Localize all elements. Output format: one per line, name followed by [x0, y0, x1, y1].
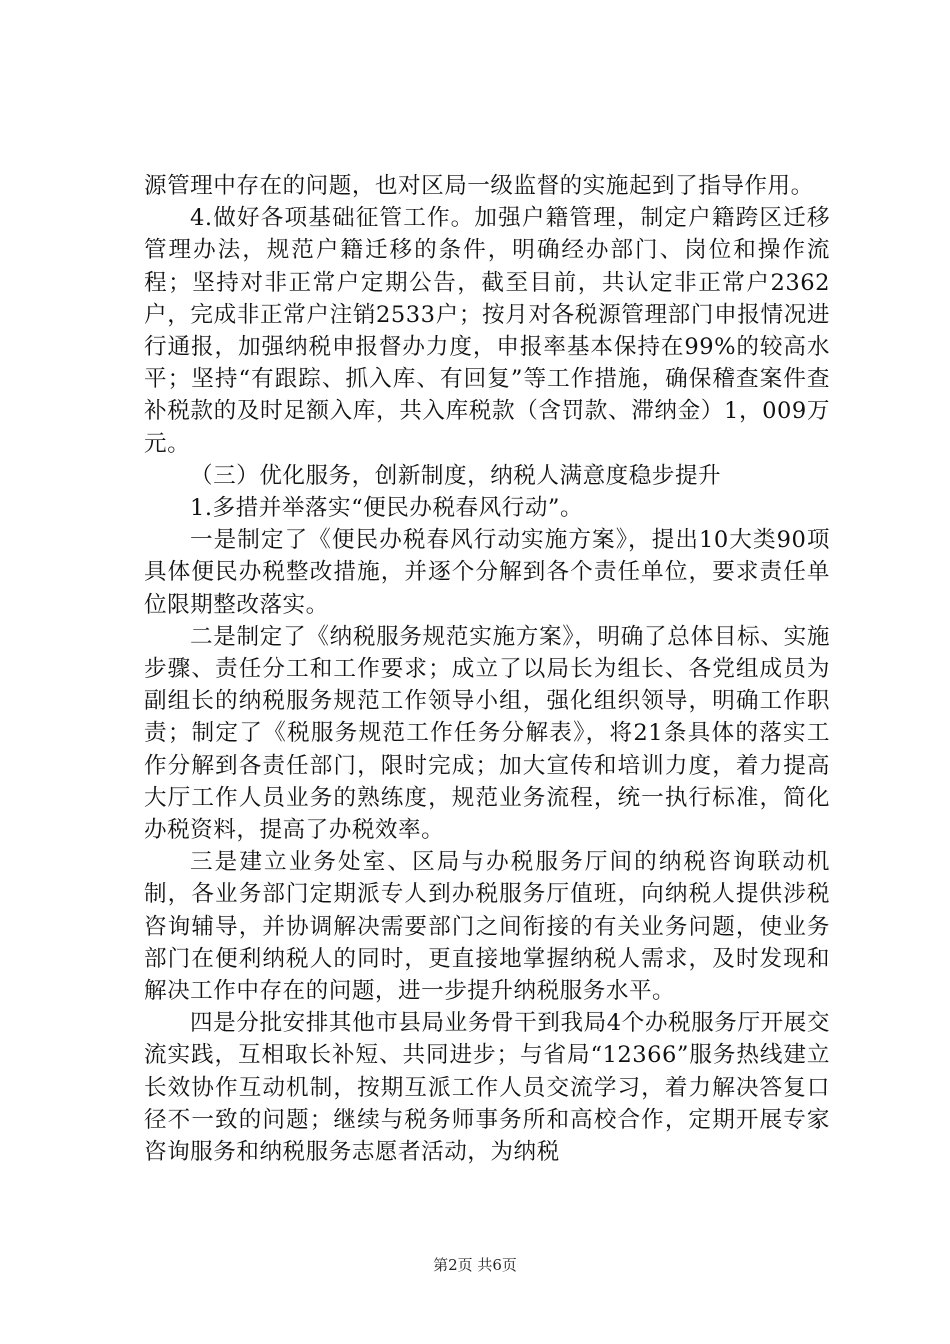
- paragraph-5: 三是建立业务处室、区局与办税服务厅间的纳税咨询联动机制，各业务部门定期派专人到办税服务厅值班，向纳税人提供涉税咨询辅导，并协调解决需要部门之间衔接的有关业务问题，使业务部门在便利纳税人的同时，更直接地掌握纳税人需求，及时发现和解决工作中存在的问题，进一步提升纳税服务水平。: [144, 849, 830, 1005]
- paragraph-6: 四是分批安排其他市县局业务骨干到我局4个办税服务厅开展交流实践，互相取长补短、共同进步；与省局“12366”服务热线建立长效协作互动机制，按期互派工作人员交流学习，着力解决答复口径不一致的问题；继续与税务师事务所和高校合作，定期开展专家咨询服务和纳税服务志愿者活动，为纳税: [144, 1010, 830, 1166]
- document-body: [144, 170, 830, 1168]
- page-footer: 第2页 共6页: [433, 1256, 517, 1274]
- paragraph-3: 一是制定了《便民办税春风行动实施方案》，提出10大类90项具体便民办税整改措施，并逐个分解到各个责任单位，要求责任单位限期整改落实。: [144, 527, 830, 618]
- paragraph-4: 二是制定了《纳税服务规范实施方案》，明确了总体目标、实施步骤、责任分工和工作要求；成立了以局长为组长、各党组成员为副组长的纳税服务规范工作领导小组，强化组织领导，明确工作职责；制定了《税服务规范工作任务分解表》，将21条具体的落实工作分解到各责任部门，限时完成；加大宣传和培训力度，着力提高大厅工作人员业务的熟练度，规范业务流程，统一执行标准，简化办税资料，提高了办税效率。: [144, 623, 830, 844]
- subheading-1: 1.多措并举落实“便民办税春风行动”。: [190, 495, 584, 522]
- paragraph-1: 源管理中存在的问题，也对区局一级监督的实施起到了指导作用。: [144, 173, 814, 199]
- paragraph-2: 4.做好各项基础征管工作。加强户籍管理，制定户籍跨区迁移管理办法，规范户籍迁移的条件，明确经办部门、岗位和操作流程；坚持对非正常户定期公告，截至目前，共认定非正常户2362户，完成非正常户注销2533户；按月对各税源管理部门申报情况进行通报，加强纳税申报督办力度，申报率基本保持在99%的较高水平；坚持“有跟踪、抓入库、有回复”等工作措施，确保稽查案件查补税款的及时足额入库，共入库税款（含罚款、滞纳金）1，009万元。: [144, 205, 830, 457]
- section-heading: （三）优化服务，创新制度，纳税人满意度稳步提升: [190, 462, 722, 489]
